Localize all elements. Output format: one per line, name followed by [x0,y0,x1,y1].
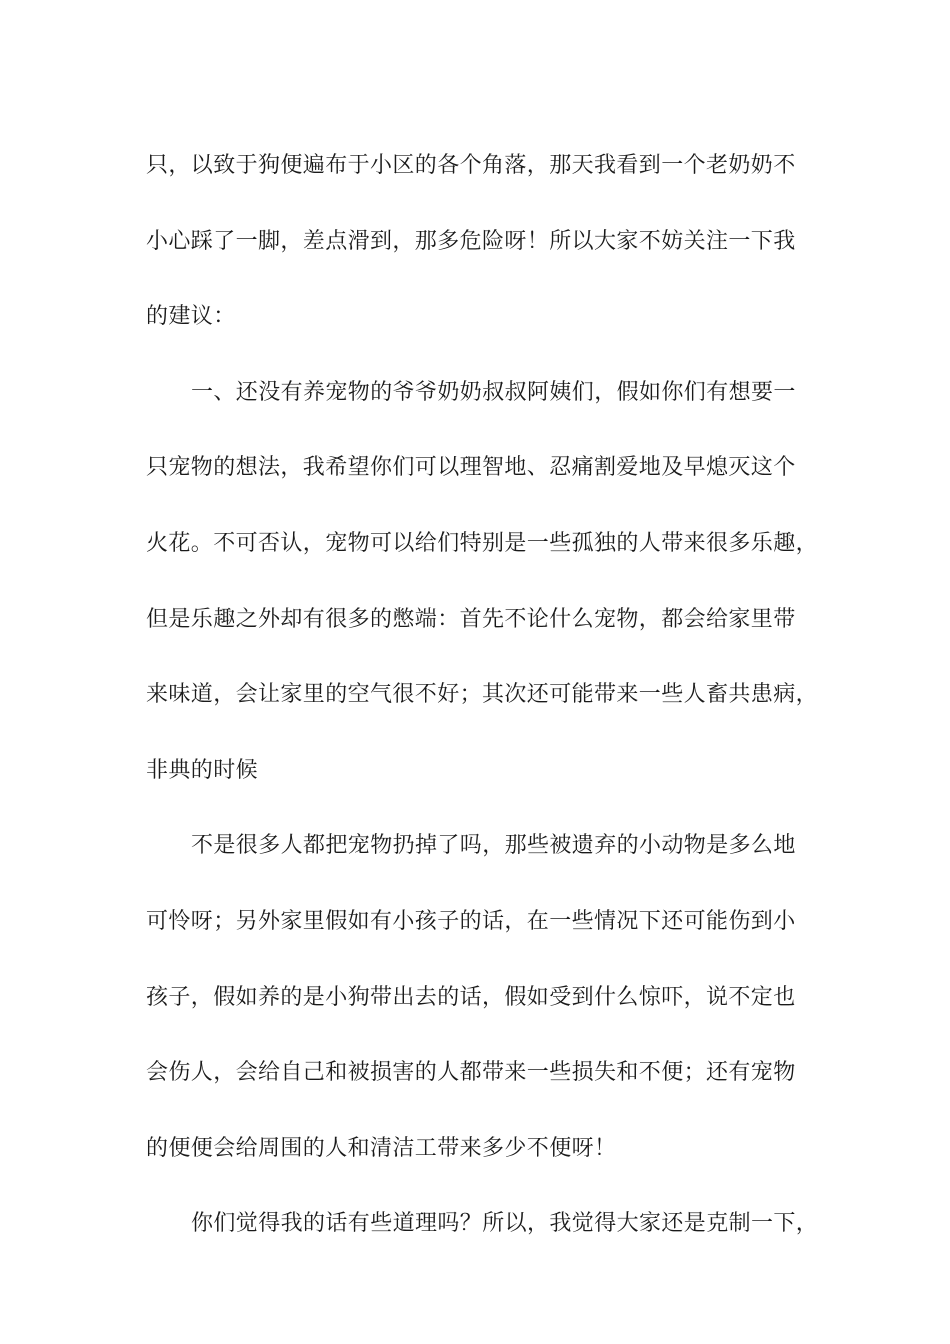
paragraph-start-line: 一、还没有养宠物的爷爷奶奶叔叔阿姨们，假如你们有想要一 [191,379,796,405]
text-line: 非典的时候 [146,757,259,783]
body-text [146,128,832,1262]
text-line: 来味道，会让家里的空气很不好；其次还可能带来一些人畜共患病， [146,682,819,708]
text-line: 火花。不可否认，宠物可以给们特别是一些孤独的人带来很多乐趣， [146,530,819,556]
text-line: 可怜呀；另外家里假如有小孩子的话，在一些情况下还可能伤到小 [146,908,796,934]
paragraph-start-line: 不是很多人都把宠物扔掉了吗，那些被遗弃的小动物是多么地 [191,833,796,859]
text-line: 会伤人，会给自己和被损害的人都带来一些损失和不便；还有宠物 [146,1060,796,1086]
text-line: 的便便会给周围的人和清洁工带来多少不便呀！ [146,1135,617,1161]
text-line: 小心踩了一脚，差点滑到，那多危险呀！所以大家不妨关注一下我 [146,228,796,254]
text-line: 只宠物的想法，我希望你们可以理智地、忍痛割爱地及早熄灭这个 [146,455,796,481]
paragraph-start-line: 你们觉得我的话有些道理吗？所以，我觉得大家还是克制一下， [191,1211,819,1237]
text-line: 孩子，假如养的是小狗带出去的话，假如受到什么惊吓，说不定也 [146,984,796,1010]
text-line: 只，以致于狗便遍布于小区的各个角落，那天我看到一个老奶奶不 [146,153,796,178]
text-line: 但是乐趣之外却有很多的憋端：首先不论什么宠物，都会给家里带 [146,606,796,632]
text-line: 的建议： [146,304,236,330]
